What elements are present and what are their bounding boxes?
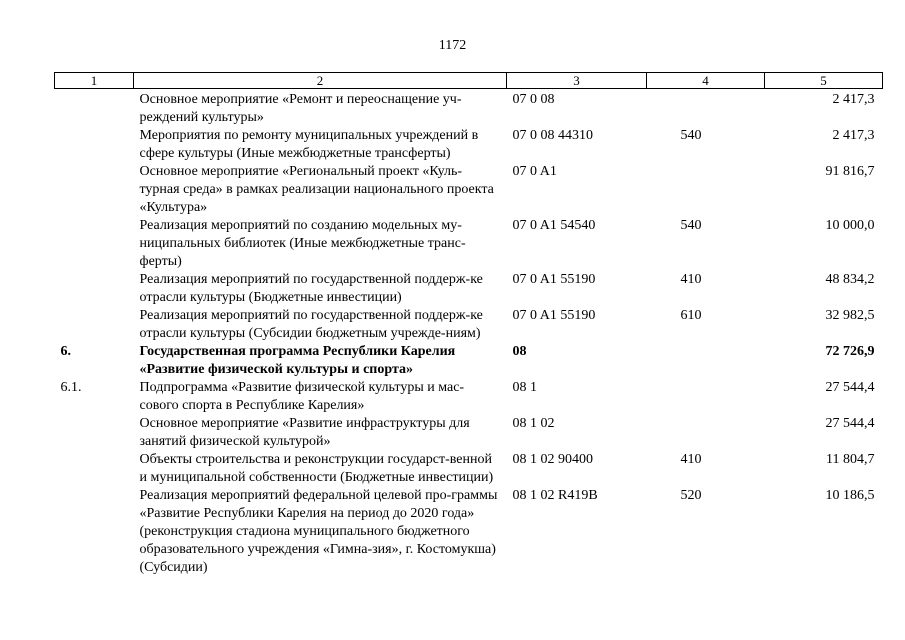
header-col-3: 3 — [507, 73, 647, 89]
row-expense-type: 540 — [680, 128, 702, 143]
row-number — [55, 415, 134, 451]
row-expense-type: 410 — [680, 452, 702, 467]
row-code: 07 0 A1 — [512, 164, 557, 179]
row-amount: 72 726,9 — [825, 344, 875, 359]
row-number: 6. — [60, 344, 71, 359]
row-name: Основное мероприятие «Развитие инфраструктуры для занятий физической культурой» — [139, 416, 470, 449]
row-expense-type — [647, 379, 765, 415]
row-amount: 27 544,4 — [825, 416, 875, 431]
row-expense-type: 520 — [680, 488, 702, 503]
row-code: 08 — [512, 344, 527, 359]
row-number — [55, 271, 134, 307]
row-code: 07 0 08 44310 — [512, 128, 593, 143]
row-name: Государственная программа Республики Карелия «Развитие физической культуры и спорта» — [139, 344, 456, 377]
table-row — [55, 89, 883, 128]
row-amount: 2 417,3 — [832, 128, 875, 143]
page-number: 1172 — [438, 38, 467, 53]
table-row — [55, 379, 883, 415]
row-name: Основное мероприятие «Ремонт и переоснащение уч-реждений культуры» — [139, 92, 462, 125]
table-row — [55, 271, 883, 307]
table-row — [55, 487, 883, 577]
row-number — [55, 127, 134, 163]
row-code: 08 1 02 R419B — [512, 488, 598, 503]
table-row — [55, 307, 883, 343]
row-amount: 10 186,5 — [825, 488, 875, 503]
row-code: 07 0 A1 55190 — [512, 272, 596, 287]
row-amount: 11 804,7 — [826, 452, 875, 467]
header-col-4: 4 — [647, 73, 765, 89]
row-expense-type: 410 — [680, 272, 702, 287]
header-col-1: 1 — [55, 73, 134, 89]
row-code: 08 1 02 — [512, 416, 555, 431]
table-row — [55, 217, 883, 271]
row-name: Реализация мероприятий по государственной поддерж-ке отрасли культуры (Субсидии бюджетным учрежде-ниям) — [139, 308, 483, 341]
row-amount: 91 816,7 — [825, 164, 875, 179]
row-name: Объекты строительства и реконструкции государст-венной и муниципальной собственности (Бюджетные инвестиции) — [139, 452, 494, 485]
row-expense-type — [647, 343, 765, 379]
header-col-2: 2 — [134, 73, 507, 89]
row-amount: 27 544,4 — [825, 380, 875, 395]
budget-table — [54, 72, 883, 577]
row-name: Реализация мероприятий по государственной поддерж-ке отрасли культуры (Бюджетные инвестиции) — [139, 272, 483, 305]
row-amount: 32 982,5 — [825, 308, 875, 323]
row-code: 07 0 A1 54540 — [512, 218, 596, 233]
row-number — [55, 487, 134, 577]
row-number — [55, 451, 134, 487]
row-code: 08 1 — [512, 380, 537, 395]
row-expense-type — [647, 415, 765, 451]
row-expense-type: 610 — [680, 308, 702, 323]
table-row — [55, 451, 883, 487]
row-number — [55, 307, 134, 343]
row-amount: 2 417,3 — [832, 92, 875, 107]
header-col-5: 5 — [765, 73, 883, 89]
row-code: 07 0 A1 55190 — [512, 308, 596, 323]
row-number — [55, 217, 134, 271]
table-row — [55, 163, 883, 217]
row-name: Подпрограмма «Развитие физической культуры и мас-сового спорта в Республике Карелия» — [139, 380, 465, 413]
row-code: 07 0 08 — [512, 92, 555, 107]
table-header-row — [55, 73, 883, 89]
row-expense-type — [647, 89, 765, 128]
table-row-program — [55, 343, 883, 379]
row-expense-type — [647, 163, 765, 217]
row-number: 6.1. — [60, 380, 82, 395]
row-name: Реализация мероприятий федеральной целевой про-граммы «Развитие Республики Карелия на период до 2020 года» (реконструкция стадиона муниципального бюджетного образовательного учреждения «Гимна-зия», г. Костомукша) (Субсидии) — [139, 488, 498, 575]
row-number — [55, 89, 134, 128]
row-name: Реализация мероприятий по созданию модельных му-ниципальных библиотек (Иные межбюджетные транс-ферты) — [139, 218, 466, 269]
row-code: 08 1 02 90400 — [512, 452, 593, 467]
row-number — [55, 163, 134, 217]
table-row — [55, 127, 883, 163]
row-amount: 48 834,2 — [825, 272, 875, 287]
row-amount: 10 000,0 — [825, 218, 875, 233]
table-row — [55, 415, 883, 451]
row-name: Основное мероприятие «Региональный проект «Куль-турная среда» в рамках реализации национального проекта «Культура» — [139, 164, 494, 215]
row-name: Мероприятия по ремонту муниципальных учреждений в сфере культуры (Иные межбюджетные трансферты) — [139, 128, 479, 161]
row-expense-type: 540 — [680, 218, 702, 233]
